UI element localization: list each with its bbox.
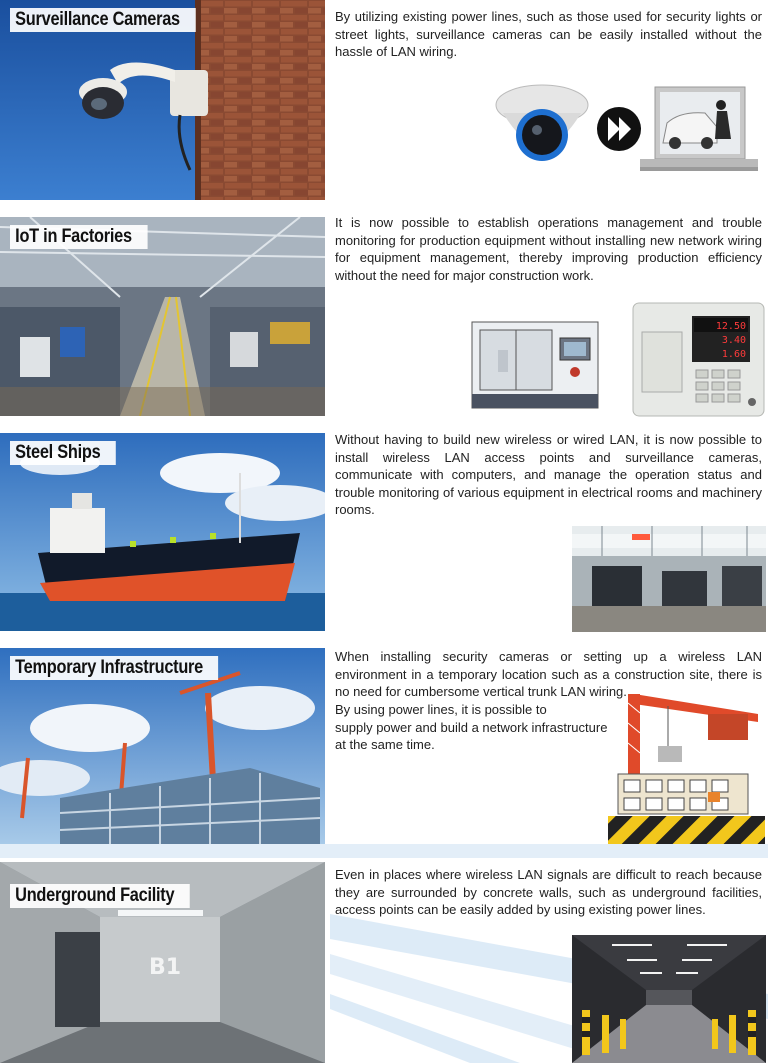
monitor-readout-1: 12.50 <box>715 321 746 332</box>
section-title: IoT in Factories <box>10 225 147 249</box>
section-description-line: supply power and build a network infrastructure <box>335 720 608 735</box>
ship-bridge-illustration <box>572 526 766 632</box>
power-monitor-illustration <box>632 302 765 417</box>
section-temporary-infrastructure <box>0 648 768 848</box>
ship-photo <box>0 433 325 631</box>
section-description: It is now possible to establish operations management and trouble monitoring for production equipment without installing new network wiring for equipment management, thereby improving production efficiency without the need for major construction work. <box>335 215 762 283</box>
section-iot-factories <box>0 217 768 422</box>
camera-to-laptop-illustration <box>495 83 765 178</box>
section-description-line: By using power lines, it is possible to <box>335 702 547 717</box>
section-title: Steel Ships <box>10 441 116 465</box>
section-description: Without having to build new wireless or wired LAN, it is now possible to install wireless LAN access points and surveillance cameras, communicate with computers, and manage the operation status and trouble monitoring of various equipment in electrical rooms and machinery rooms. <box>335 432 762 517</box>
underground-corridor-photo <box>0 862 325 1063</box>
section-steel-ships <box>0 433 768 633</box>
section-description: Even in places where wireless LAN signals are difficult to reach because they are surrounded by concrete walls, such as underground facilities, access points can be easily added by using existing power lines. <box>335 867 762 917</box>
monitor-readout-2: 3.40 <box>721 335 746 346</box>
surveillance-camera-photo <box>0 0 325 200</box>
construction-crane-illustration <box>608 688 765 846</box>
floor-sign-b1: B1 <box>148 955 182 980</box>
section-title: Underground Facility <box>10 884 190 908</box>
monitor-readout-3: 1.60 <box>721 349 746 360</box>
machine-tool-illustration <box>470 320 600 410</box>
factory-photo <box>0 217 325 416</box>
section-surveillance-cameras <box>0 0 768 205</box>
section-description: By utilizing existing power lines, such as those used for security lights or street lights, surveillance cameras can be easily installed without the hassle of LAN wiring. <box>335 9 762 59</box>
section-underground-facility <box>0 862 768 1063</box>
section-title: Surveillance Cameras <box>10 8 195 32</box>
construction-site-photo <box>0 648 325 847</box>
section-description-intro: When installing security cameras or setting up a wireless LAN environment in a temporary location such as a construction site, there is no need for cumbersome vertical trunk LAN wiring. <box>335 649 762 699</box>
underground-parking-illustration <box>572 935 766 1063</box>
section-title: Temporary Infrastructure <box>10 656 218 680</box>
section-description-line: at the same time. <box>335 737 435 752</box>
